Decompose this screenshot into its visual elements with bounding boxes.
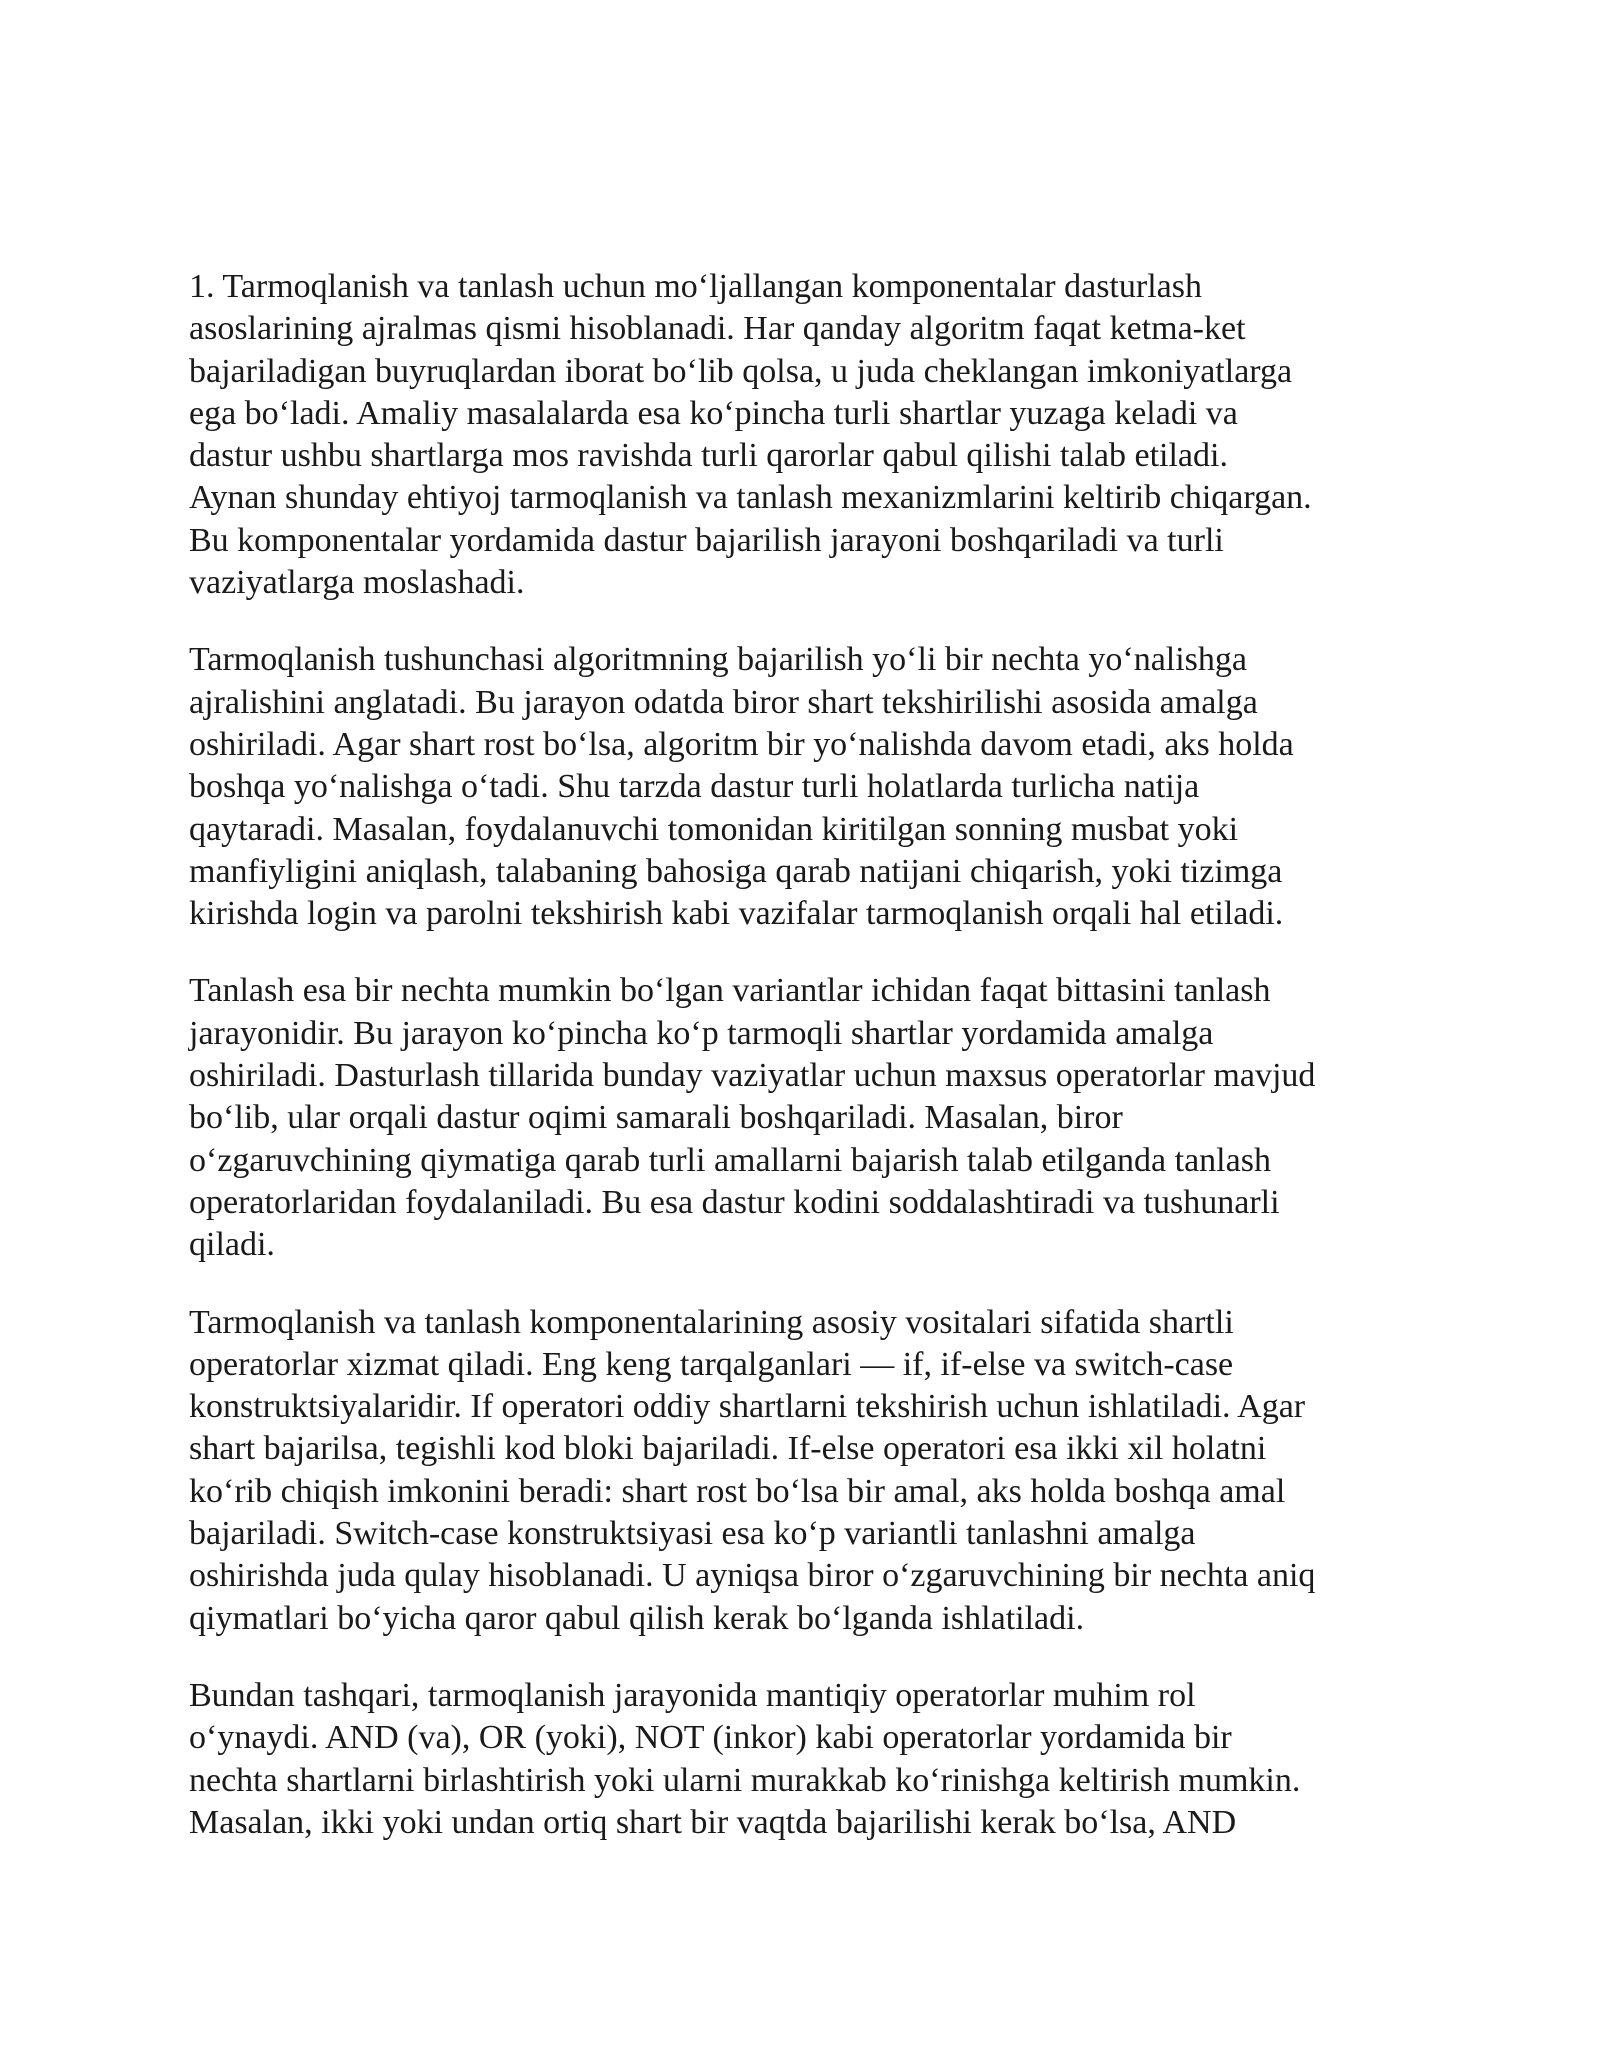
paragraph xyxy=(189,1675,1429,1844)
text-line: Tarmoqlanish tushunchasi algoritmning bajarilish yoʻli bir nechta yoʻnalishga xyxy=(189,641,1248,679)
text-line: qiladi. xyxy=(189,1226,275,1264)
text-line: konstruktsiyalaridir. If operatori oddiy shartlarni tekshirish uchun ishlatiladi. Agar xyxy=(189,1388,1306,1426)
paragraph xyxy=(189,1302,1429,1640)
text-line: nechta shartlarni birlashtirish yoki ularni murakkab koʻrinishga keltirish mumkin. xyxy=(189,1761,1301,1799)
text-line: ajralishini anglatadi. Bu jarayon odatda biror shart tekshirilishi asosida amalga xyxy=(189,683,1258,721)
text-line: qaytaradi. Masalan, foydalanuvchi tomonidan kiritilgan sonning musbat yoki xyxy=(189,810,1239,848)
text-line: operatorlar xizmat qiladi. Eng keng tarqalganlari — if, if-else va switch-case xyxy=(189,1345,1234,1383)
text-line: bajariladigan buyruqlardan iborat boʻlib qolsa, u juda cheklangan imkoniyatlarga xyxy=(189,352,1293,390)
text-line: oshiriladi. Agar shart rost boʻlsa, algoritm bir yoʻnalishda davom etadi, aks holda xyxy=(189,725,1294,763)
text-line: bajariladi. Switch-case konstruktsiyasi esa koʻp variantli tanlashni amalga xyxy=(189,1515,1196,1553)
text-line: Bu komponentalar yordamida dastur bajarilish jarayoni boshqariladi va turli xyxy=(189,521,1224,559)
text-line: Aynan shunday ehtiyoj tarmoqlanish va tanlash mexanizmlarini keltirib chiqargan. xyxy=(189,479,1312,517)
document-body xyxy=(189,266,1429,1879)
text-line: ega boʻladi. Amaliy masalalarda esa koʻpincha turli shartlar yuzaga keladi va xyxy=(189,394,1238,432)
text-line: Bundan tashqari, tarmoqlanish jarayonida mantiqiy operatorlar muhim rol xyxy=(189,1676,1196,1714)
text-line: Masalan, ikki yoki undan ortiq shart bir vaqtda bajarilishi kerak boʻlsa, AND xyxy=(189,1803,1237,1841)
text-line: boʻlib, ular orqali dastur oqimi samarali boshqariladi. Masalan, biror xyxy=(189,1099,1123,1137)
text-line: jarayonidir. Bu jarayon koʻpincha koʻp tarmoqli shartlar yordamida amalga xyxy=(189,1014,1214,1052)
text-line: oshirishda juda qulay hisoblanadi. U ayniqsa biror oʻzgaruvchining bir nechta aniq xyxy=(189,1557,1316,1595)
text-line: 1. Tarmoqlanish va tanlash uchun moʻljallangan komponentalar dasturlash xyxy=(189,268,1202,305)
text-line: Tanlash esa bir nechta mumkin boʻlgan variantlar ichidan faqat bittasini tanlash xyxy=(189,972,1271,1010)
paragraph xyxy=(189,266,1429,604)
text-line: oʻzgaruvchining qiymatiga qarab turli amallarni bajarish talab etilganda tanlash xyxy=(189,1141,1271,1179)
text-line: asoslarining ajralmas qismi hisoblanadi. Har qanday algoritm faqat ketma-ket xyxy=(189,310,1246,348)
paragraph xyxy=(189,639,1429,935)
text-line: shart bajarilsa, tegishli kod bloki bajariladi. If-else operatori esa ikki xil holatni xyxy=(189,1430,1267,1468)
text-line: boshqa yoʻnalishga oʻtadi. Shu tarzda dastur turli holatlarda turlicha natija xyxy=(189,768,1200,806)
paragraph xyxy=(189,970,1429,1266)
text-line: Tarmoqlanish va tanlash komponentalarining asosiy vositalari sifatida shartli xyxy=(189,1303,1234,1341)
text-line: koʻrib chiqish imkonini beradi: shart rost boʻlsa bir amal, aks holda boshqa amal xyxy=(189,1472,1286,1510)
text-line: kirishda login va parolni tekshirish kabi vazifalar tarmoqlanish orqali hal etiladi. xyxy=(189,895,1284,933)
text-line: qiymatlari boʻyicha qaror qabul qilish kerak boʻlganda ishlatiladi. xyxy=(189,1599,1085,1637)
text-line: operatorlaridan foydalaniladi. Bu esa dastur kodini soddalashtiradi va tushunarli xyxy=(189,1183,1280,1221)
text-line: oshiriladi. Dasturlash tillarida bunday vaziyatlar uchun maxsus operatorlar mavjud xyxy=(189,1057,1316,1095)
text-line: vaziyatlarga moslashadi. xyxy=(189,564,525,602)
text-line: manfiyligini aniqlash, talabaning bahosiga qarab natijani chiqarish, yoki tizimga xyxy=(189,852,1283,890)
text-line: dastur ushbu shartlarga mos ravishda turli qarorlar qabul qilishi talab etiladi. xyxy=(189,437,1228,475)
text-line: oʻynaydi. AND (va), OR (yoki), NOT (inkor) kabi operatorlar yordamida bir xyxy=(189,1719,1232,1757)
